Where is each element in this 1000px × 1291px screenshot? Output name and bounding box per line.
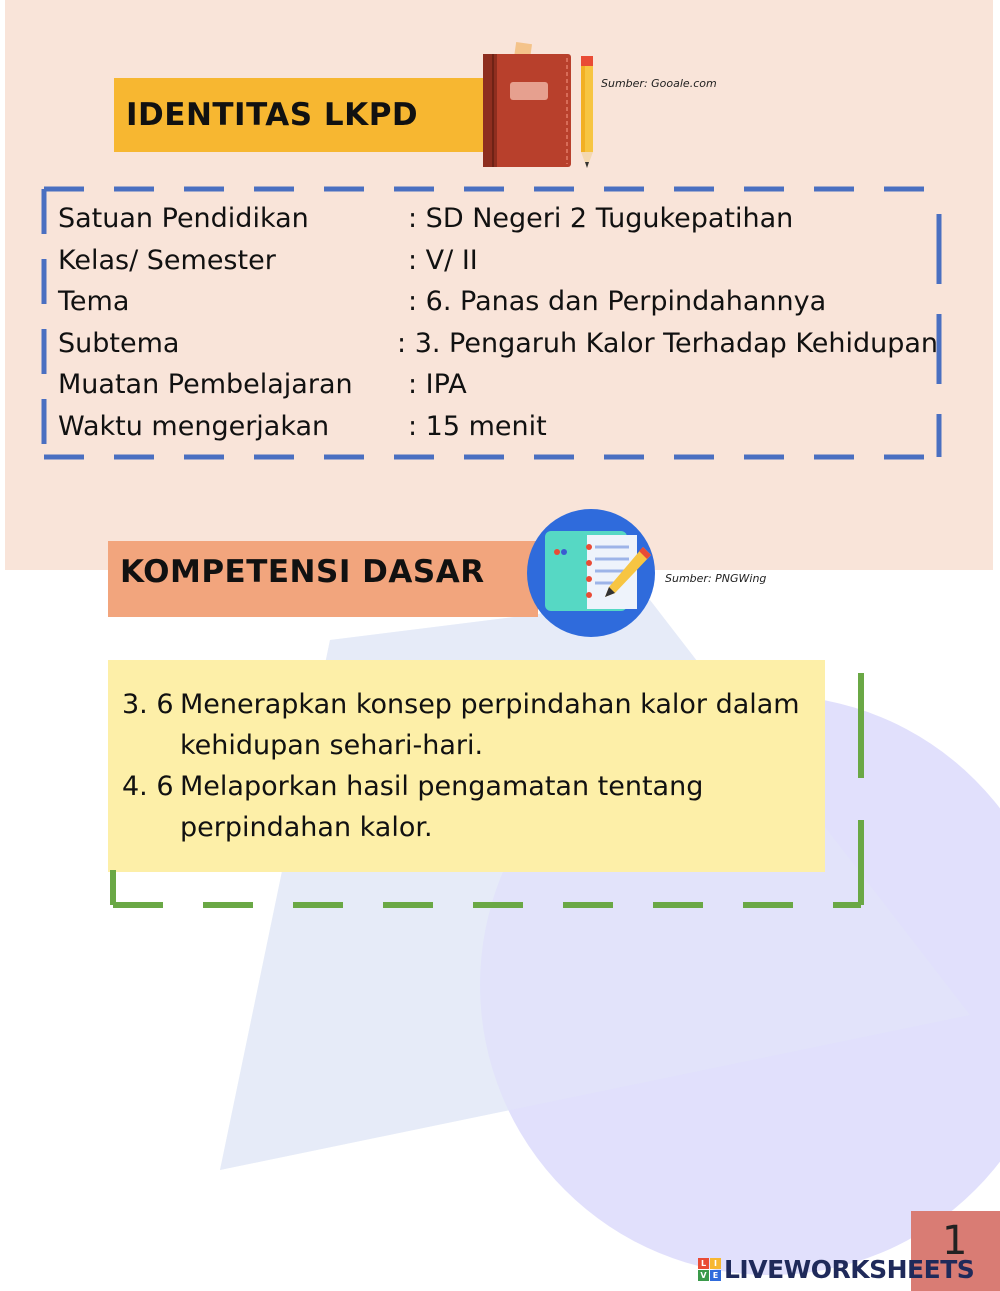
page-number: 1: [942, 1218, 968, 1264]
identitas-value: : V/ II: [408, 244, 478, 276]
logo-letter: E: [710, 1270, 721, 1281]
identitas-value: : 15 menit: [408, 410, 547, 442]
liveworksheets-logo-icon: [698, 1258, 721, 1281]
identitas-label: Subtema: [58, 327, 180, 359]
identitas-label: Muatan Pembelajaran: [58, 369, 353, 401]
logo-letter: I: [710, 1258, 721, 1269]
identitas-label: Waktu mengerjakan: [58, 410, 330, 442]
identitas-image-source: Sumber: Gooale.com: [601, 77, 717, 90]
identitas-value: : 3. Pengaruh Kalor Terhadap Kehidupan: [397, 327, 938, 359]
kompetensi-list: [122, 684, 822, 848]
logo-letter: L: [698, 1258, 709, 1269]
kompetensi-image-source: Sumber: PNGWing: [665, 572, 767, 585]
identitas-value: : IPA: [408, 369, 467, 401]
kompetensi-text: Menerapkan konsep perpindahan kalor dalam kehidupan sehari-hari.: [180, 689, 800, 761]
identitas-label: Satuan Pendidikan: [58, 203, 309, 235]
identitas-label: Tema: [58, 286, 130, 318]
logo-letter: V: [698, 1270, 709, 1281]
kompetensi-text: Melaporkan hasil pengamatan tentang perpindahan kalor.: [180, 771, 704, 843]
identitas-label: Kelas/ Semester: [58, 244, 276, 276]
kompetensi-item: [122, 766, 822, 848]
identitas-value: : SD Negeri 2 Tugukepatihan: [408, 203, 794, 235]
watermark-text: LIVEWORKSHEETS: [724, 1254, 975, 1284]
liveworksheets-watermark[interactable]: [698, 1253, 974, 1285]
identitas-value: : 6. Panas dan Perpindahannya: [408, 286, 827, 318]
kompetensi-number: 4. 6: [122, 771, 174, 802]
identitas-title: IDENTITAS LKPD: [114, 78, 494, 152]
kompetensi-title: KOMPETENSI DASAR: [108, 541, 538, 617]
kompetensi-item: [122, 684, 822, 766]
kompetensi-number: 3. 6: [122, 689, 174, 720]
